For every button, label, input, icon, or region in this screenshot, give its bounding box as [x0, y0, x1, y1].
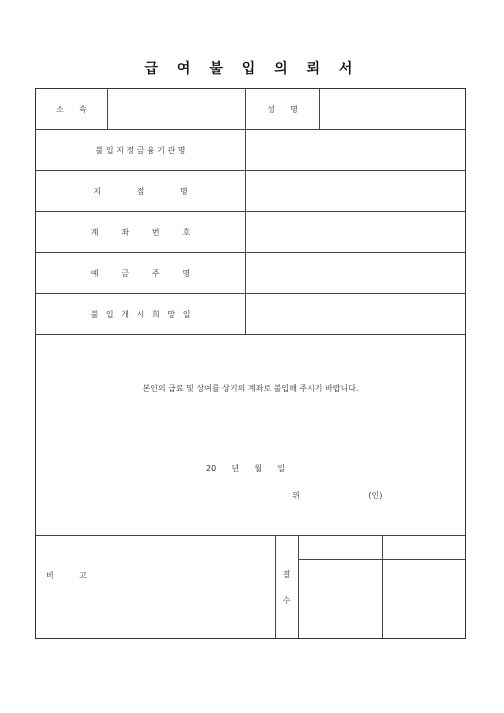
date-line: 20 년 월 일 [206, 464, 286, 473]
account-label: 계 좌 번 호 [90, 228, 191, 237]
account-field[interactable] [246, 212, 464, 251]
form-title: 급 여 불 입 의 뢰 서 [144, 61, 360, 77]
bank-label: 불 입 지 정 금 융 기 관 명 [95, 146, 186, 155]
name-label: 성 명 [267, 105, 298, 114]
start-date-label: 불 입 개 시 희 망 일 [90, 310, 191, 319]
bank-field[interactable] [246, 130, 464, 169]
approval-sign-cell-1[interactable] [299, 560, 381, 637]
holder-field[interactable] [246, 253, 464, 292]
start-date-field[interactable] [246, 294, 464, 333]
request-statement: 본인의 급료 및 상여를 상기의 계좌로 불입해 주시기 바랍니다. [142, 384, 359, 393]
approval-cell-1[interactable] [299, 536, 381, 558]
signer-line: 위 (인) [292, 491, 383, 500]
affiliation-field[interactable] [108, 90, 244, 128]
remarks-field[interactable] [108, 536, 274, 637]
branch-label: 지 점 명 [93, 187, 188, 196]
row-divider [36, 334, 465, 335]
approval-label-1: 결 [282, 570, 291, 579]
approval-sign-cell-2[interactable] [383, 560, 464, 637]
payroll-deposit-form [35, 88, 466, 639]
approval-label-2: 수 [282, 596, 291, 605]
name-field[interactable] [320, 90, 464, 128]
remarks-label: 비 고 [46, 571, 87, 580]
approval-cell-2[interactable] [383, 536, 464, 558]
col-divider [275, 535, 276, 638]
branch-field[interactable] [246, 171, 464, 210]
affiliation-label: 소 속 [56, 105, 87, 114]
holder-label: 예 금 주 명 [90, 269, 191, 278]
